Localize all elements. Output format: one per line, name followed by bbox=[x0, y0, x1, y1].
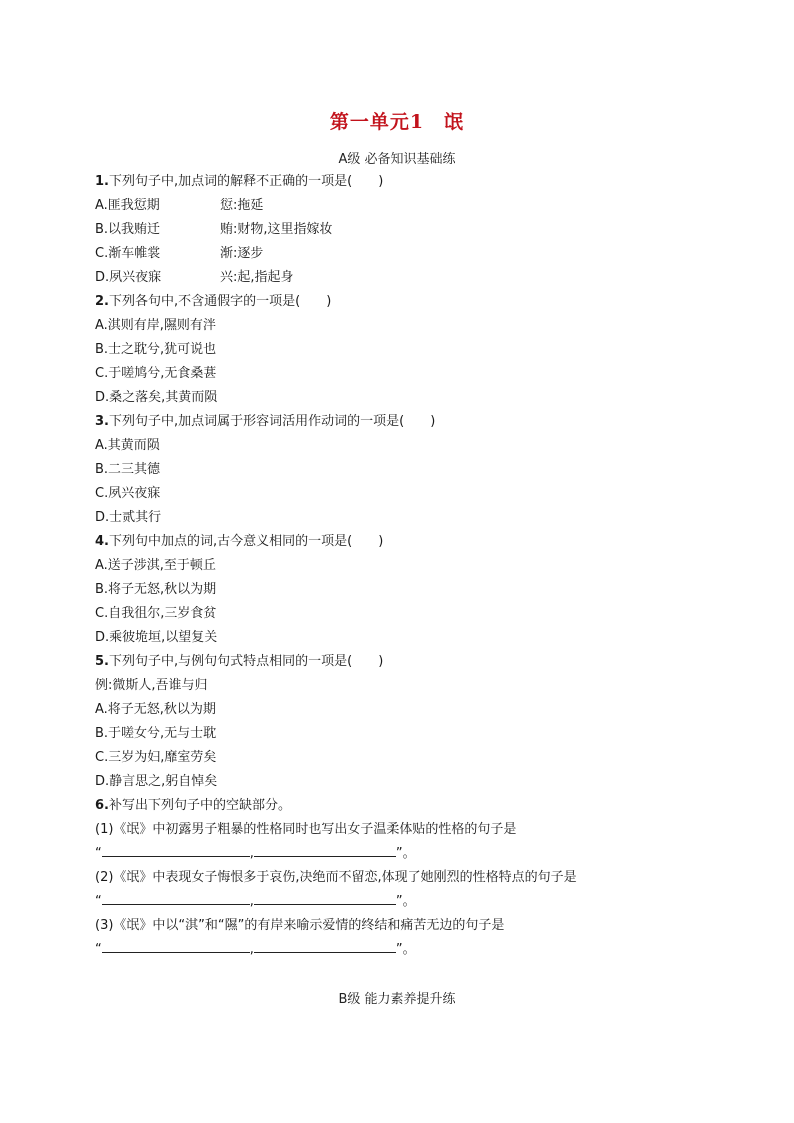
option-gloss: 渐:逐步 bbox=[220, 246, 264, 261]
question-number: 6. bbox=[95, 798, 109, 813]
q4-option-c: C.自我徂尔,三岁食贫 bbox=[95, 606, 217, 621]
option-text: A.匪我愆期 bbox=[95, 198, 160, 213]
q2-option-a: A.淇则有岸,隰则有泮 bbox=[95, 318, 216, 333]
q4-option-a: A.送子涉淇,至于顿丘 bbox=[95, 558, 216, 573]
question-1-stem bbox=[95, 170, 735, 194]
q6-item-2-prompt: (2)《氓》中表现女子悔恨多于哀伤,决绝而不留恋,体现了她刚烈的性格特点的句子是 bbox=[95, 870, 577, 885]
answer-blank[interactable] bbox=[254, 890, 396, 905]
comma: , bbox=[249, 846, 254, 861]
option-text: C.渐车帷裳 bbox=[95, 246, 161, 261]
open-quote: “ bbox=[95, 894, 102, 909]
question-number: 4. bbox=[95, 534, 109, 549]
q2-option-b: B.士之耽兮,犹可说也 bbox=[95, 342, 217, 357]
q3-option-a: A.其黄而陨 bbox=[95, 438, 160, 453]
option-gloss: 愆:拖延 bbox=[220, 198, 264, 213]
q3-option-c: C.夙兴夜寐 bbox=[95, 486, 161, 501]
q6-item-3-answer bbox=[95, 938, 735, 962]
option-text: D.夙兴夜寐 bbox=[95, 270, 162, 285]
question-2-stem bbox=[95, 290, 735, 314]
question-5-stem bbox=[95, 650, 735, 674]
open-quote: “ bbox=[95, 846, 102, 861]
q1-option-d bbox=[95, 266, 735, 290]
answer-blank[interactable] bbox=[102, 842, 250, 857]
answer-blank[interactable] bbox=[102, 938, 250, 953]
question-number: 1. bbox=[95, 174, 109, 189]
q3-option-d: D.士贰其行 bbox=[95, 510, 162, 525]
answer-blank[interactable] bbox=[254, 938, 396, 953]
q6-item-2-answer bbox=[95, 890, 735, 914]
option-text: B.以我贿迁 bbox=[95, 222, 161, 237]
answer-blank[interactable] bbox=[254, 842, 396, 857]
q1-option-b bbox=[95, 218, 735, 242]
comma: , bbox=[249, 942, 254, 957]
question-number: 5. bbox=[95, 654, 109, 669]
q5-option-d: D.静言思之,躬自悼矣 bbox=[95, 774, 218, 789]
open-quote: “ bbox=[95, 942, 102, 957]
q5-option-a: A.将子无怒,秋以为期 bbox=[95, 702, 216, 717]
q4-option-b: B.将子无怒,秋以为期 bbox=[95, 582, 217, 597]
question-4-stem bbox=[95, 530, 735, 554]
question-number: 3. bbox=[95, 414, 109, 429]
question-text: 下列句子中,与例句句式特点相同的一项是( ) bbox=[108, 654, 384, 669]
option-gloss: 贿:财物,这里指嫁妆 bbox=[220, 222, 333, 237]
question-text: 下列各句中,不含通假字的一项是( ) bbox=[108, 294, 332, 309]
q5-example: 例:微斯人,吾谁与归 bbox=[95, 678, 208, 693]
q1-option-a bbox=[95, 194, 735, 218]
comma: , bbox=[249, 894, 254, 909]
q4-option-d: D.乘彼垝垣,以望复关 bbox=[95, 630, 218, 645]
question-text: 下列句子中,加点词属于形容词活用作动词的一项是( ) bbox=[108, 414, 436, 429]
q2-option-d: D.桑之落矣,其黄而陨 bbox=[95, 390, 218, 405]
q1-option-c bbox=[95, 242, 735, 266]
q5-option-b: B.于嗟女兮,无与士耽 bbox=[95, 726, 217, 741]
question-text: 下列句子中,加点词的解释不正确的一项是( ) bbox=[108, 174, 384, 189]
q6-item-1-answer bbox=[95, 842, 735, 866]
q6-item-3-prompt: (3)《氓》中以“淇”和“隰”的有岸来喻示爱情的终结和痛苦无边的句子是 bbox=[95, 918, 505, 933]
page-title: 第一单元1 氓 bbox=[329, 111, 465, 133]
q3-option-b: B.二三其德 bbox=[95, 462, 161, 477]
close-quote: ”。 bbox=[395, 942, 416, 957]
question-text: 补写出下列句子中的空缺部分。 bbox=[108, 798, 291, 813]
answer-blank[interactable] bbox=[102, 890, 250, 905]
question-6-stem bbox=[95, 794, 735, 818]
option-gloss: 兴:起,指起身 bbox=[220, 270, 294, 285]
close-quote: ”。 bbox=[395, 894, 416, 909]
close-quote: ”。 bbox=[395, 846, 416, 861]
q6-item-1-prompt: (1)《氓》中初露男子粗暴的性格同时也写出女子温柔体贴的性格的句子是 bbox=[95, 822, 517, 837]
question-3-stem bbox=[95, 410, 735, 434]
q5-option-c: C.三岁为妇,靡室劳矣 bbox=[95, 750, 217, 765]
question-number: 2. bbox=[95, 294, 109, 309]
question-text: 下列句中加点的词,古今意义相同的一项是( ) bbox=[108, 534, 384, 549]
section-b-heading: B级 能力素养提升练 bbox=[338, 992, 456, 1007]
section-a-heading: A级 必备知识基础练 bbox=[338, 152, 456, 167]
q2-option-c: C.于嗟鸠兮,无食桑葚 bbox=[95, 366, 217, 381]
question-list bbox=[95, 170, 735, 962]
